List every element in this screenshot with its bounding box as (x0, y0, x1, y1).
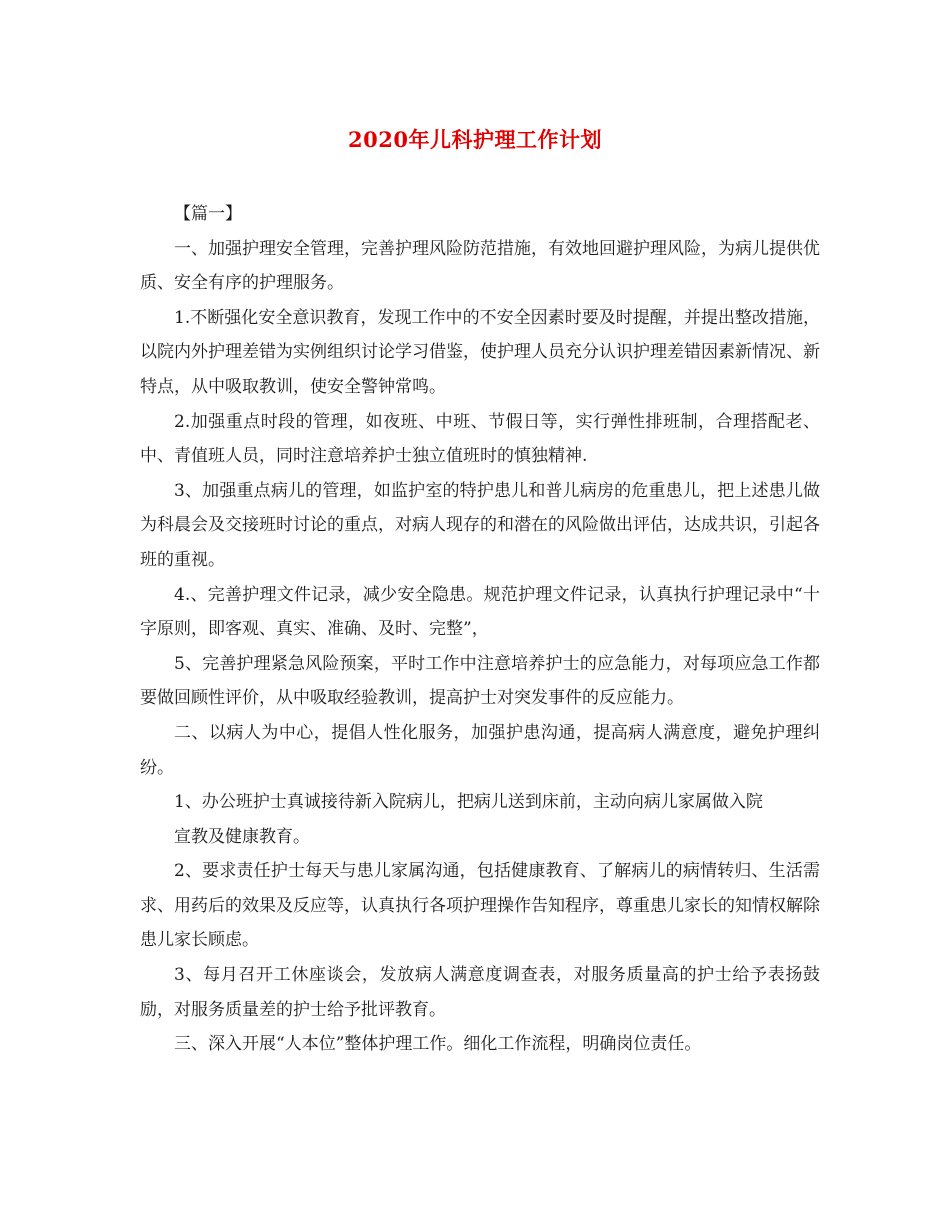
document-title: 2020年儿科护理工作计划 (348, 127, 602, 152)
paragraph: 2.加强重点时段的管理，如夜班、中班、节假日等，实行弹性排班制，合理搭配老、中、青值班人员，同时注意培养护士独立值班时的慎独精神. (140, 411, 820, 467)
paragraph: 3、加强重点病儿的管理，如监护室的特护患儿和普儿病房的危重患儿，把上述患儿做为科晨会及交接班时讨论的重点，对病人现存的和潜在的风险做出评估，达成共识，引起各班的重视。 (140, 480, 820, 570)
paragraph: 三、深入开展“人本位”整体护理工作。细化工作流程，明确岗位责任。 (174, 1034, 702, 1055)
paragraph: 1、办公班护士真诚接待新入院病儿，把病儿送到床前，主动向病儿家属做入院 (174, 792, 763, 813)
paragraph: 一、加强护理安全管理，完善护理风险防范措施，有效地回避护理风险，为病儿提供优质、安全有序的护理服务。 (140, 238, 820, 294)
document-body (140, 197, 820, 1062)
paragraph: 1.不断强化安全意识教育，发现工作中的不安全因素时要及时提醒，并提出整改措施，以院内外护理差错为实例组织讨论学习借鉴，使护理人员充分认识护理差错因素新情况、新特点，从中吸取教训，使安全警钟常鸣。 (140, 307, 820, 397)
paragraph: 2、要求责任护士每天与患儿家属沟通，包括健康教育、了解病儿的病情转归、生活需求、用药后的效果及反应等，认真执行各项护理操作告知程序，尊重患儿家长的知情权解除患儿家长顾虑。 (140, 861, 820, 951)
paragraph: 4.、完善护理文件记录，减少安全隐患。规范护理文件记录，认真执行护理记录中“十字原则，即客观、真实、准确、及时、完整”， (140, 584, 820, 640)
paragraph: 宣教及健康教育。 (174, 826, 310, 847)
section-heading: 【篇一】 (174, 204, 242, 224)
paragraph: 二、以病人为中心，提倡人性化服务，加强护患沟通，提高病人满意度，避免护理纠纷。 (140, 722, 820, 778)
paragraph: 3、每月召开工休座谈会，发放病人满意度调查表，对服务质量高的护士给予表扬鼓励，对服务质量差的护士给予批评教育。 (140, 965, 820, 1020)
paragraph: 5、完善护理紧急风险预案，平时工作中注意培养护士的应急能力，对每项应急工作都要做回顾性评价，从中吸取经验教训，提高护士对突发事件的反应能力。 (140, 653, 820, 709)
